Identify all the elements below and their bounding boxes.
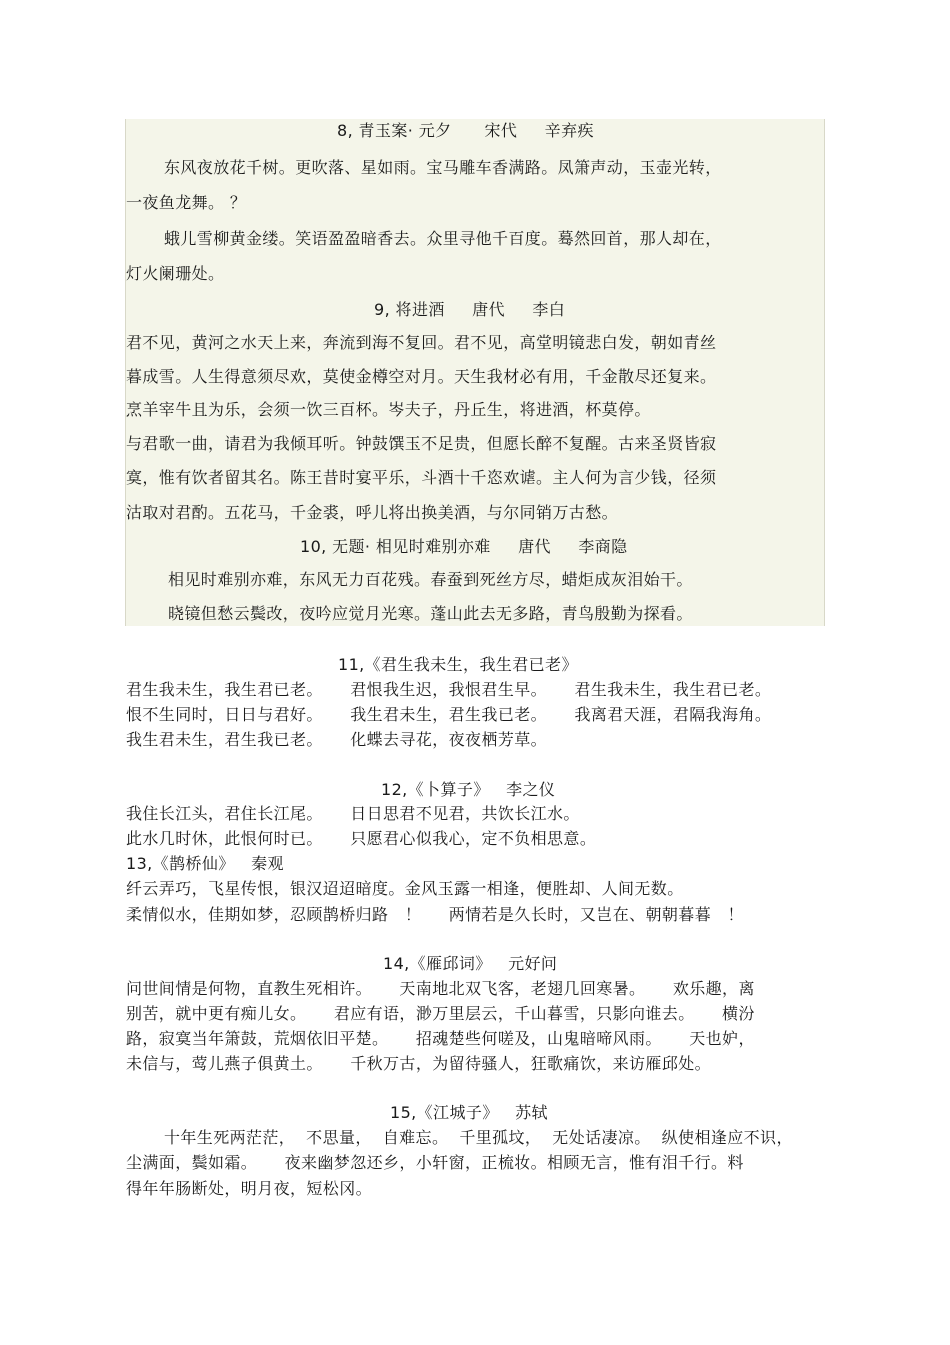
poem-line: 沽取对君酌。五花马，千金裘，呼儿将出换美酒，与尔同销万古愁。 xyxy=(126,503,619,522)
poem-title: 11,《君生我未生，我生君已老》 xyxy=(338,655,578,674)
poem-line: 尘满面，鬓如霜。 夜来幽梦忽还乡，小轩窗，正梳妆。相顾无言，惟有泪千行。料 xyxy=(126,1153,744,1172)
poem-title: 13,《鹊桥仙》 秦观 xyxy=(126,854,284,873)
poem-line: 此水几时休，此恨何时已。 只愿君心似我心，定不负相思意。 xyxy=(126,829,597,848)
poem-title: 8, 青玉案· 元夕 宋代 辛弃疾 xyxy=(337,121,594,140)
poem-line: 未信与，莺儿燕子俱黄土。 千秋万古，为留待骚人，狂歌痛饮，来访雁邱处。 xyxy=(126,1054,712,1073)
poem-line: 寞，惟有饮者留其名。陈王昔时宴平乐，斗酒十千恣欢谑。主人何为言少钱，径须 xyxy=(126,468,717,487)
poem-line: 得年年肠断处，明月夜，短松冈。 xyxy=(126,1179,373,1198)
poem-line: 烹羊宰牛且为乐，会须一饮三百杯。岑夫子，丹丘生，将进酒，杯莫停。 xyxy=(126,400,651,419)
poem-line: 与君歌一曲，请君为我倾耳听。钟鼓馔玉不足贵，但愿长醉不复醒。古来圣贤皆寂 xyxy=(126,434,717,453)
poem-line: 君生我未生，我生君已老。 君恨我生迟，我恨君生早。 君生我未生，我生君已老。 xyxy=(126,680,772,699)
poem-title: 9, 将进酒 唐代 李白 xyxy=(374,300,566,319)
poem-line: 问世间情是何物，直教生死相许。 天南地北双飞客，老翅几回寒暑。 欢乐趣，离 xyxy=(126,979,755,998)
poem-line: 蛾儿雪柳黄金缕。笑语盈盈暗香去。众里寻他千百度。蓦然回首，那人却在， xyxy=(164,229,722,248)
poem-title: 12,《卜算子》 李之仪 xyxy=(381,780,556,799)
poem-line: 路，寂寞当年箫鼓，荒烟依旧平楚。 招魂楚些何嗟及，山鬼暗啼风雨。 天也妒， xyxy=(126,1029,755,1048)
poem-line: 柔情似水，佳期如梦，忍顾鹊桥归路 ！ 两情若是久长时，又岂在、朝朝暮暮 ！ xyxy=(126,905,744,924)
poem-line: 别苦，就中更有痴儿女。 君应有语，渺万里层云，千山暮雪，只影向谁去。 横汾 xyxy=(126,1004,755,1023)
poem-line: 恨不生同时，日日与君好。 我生君未生，君生我已老。 我离君天涯，君隔我海角。 xyxy=(126,705,772,724)
poem-line: 我生君未生，君生我已老。 化蝶去寻花，夜夜栖芳草。 xyxy=(126,730,548,749)
poem-line: 东风夜放花千树。更吹落、星如雨。宝马雕车香满路。凤箫声动，玉壶光转， xyxy=(164,158,722,177)
poem-line: 晓镜但愁云鬓改，夜吟应觉月光寒。蓬山此去无多路，青鸟殷勤为探看。 xyxy=(168,604,693,623)
poem-line: 我住长江头，君住长江尾。 日日思君不见君，共饮长江水。 xyxy=(126,804,580,823)
poem-line: 暮成雪。人生得意须尽欢，莫使金樽空对月。天生我材必有用，千金散尽还复来。 xyxy=(126,367,717,386)
poem-title: 14,《雁邱词》 元好问 xyxy=(383,954,558,973)
poem-line: 一夜鱼龙舞。 ？ xyxy=(126,193,247,212)
poem-line: 纤云弄巧，飞星传恨，银汉迢迢暗度。金风玉露一相逢，便胜却、人间无数。 xyxy=(126,879,684,898)
poem-line: 君不见，黄河之水天上来，奔流到海不复回。君不见，高堂明镜悲白发，朝如青丝 xyxy=(126,333,717,352)
poem-line: 十年生死两茫茫， 不思量， 自难忘。 千里孤坟， 无处话凄凉。 纵使相逢应不识， xyxy=(164,1128,793,1147)
poem-title: 10, 无题· 相见时难别亦难 唐代 李商隐 xyxy=(300,537,628,556)
poem-line: 相见时难别亦难，东风无力百花残。春蚕到死丝方尽，蜡炬成灰泪始干。 xyxy=(168,570,693,589)
poem-line: 灯火阑珊处。 xyxy=(126,264,225,283)
poem-title: 15,《江城子》 苏轼 xyxy=(390,1103,548,1122)
